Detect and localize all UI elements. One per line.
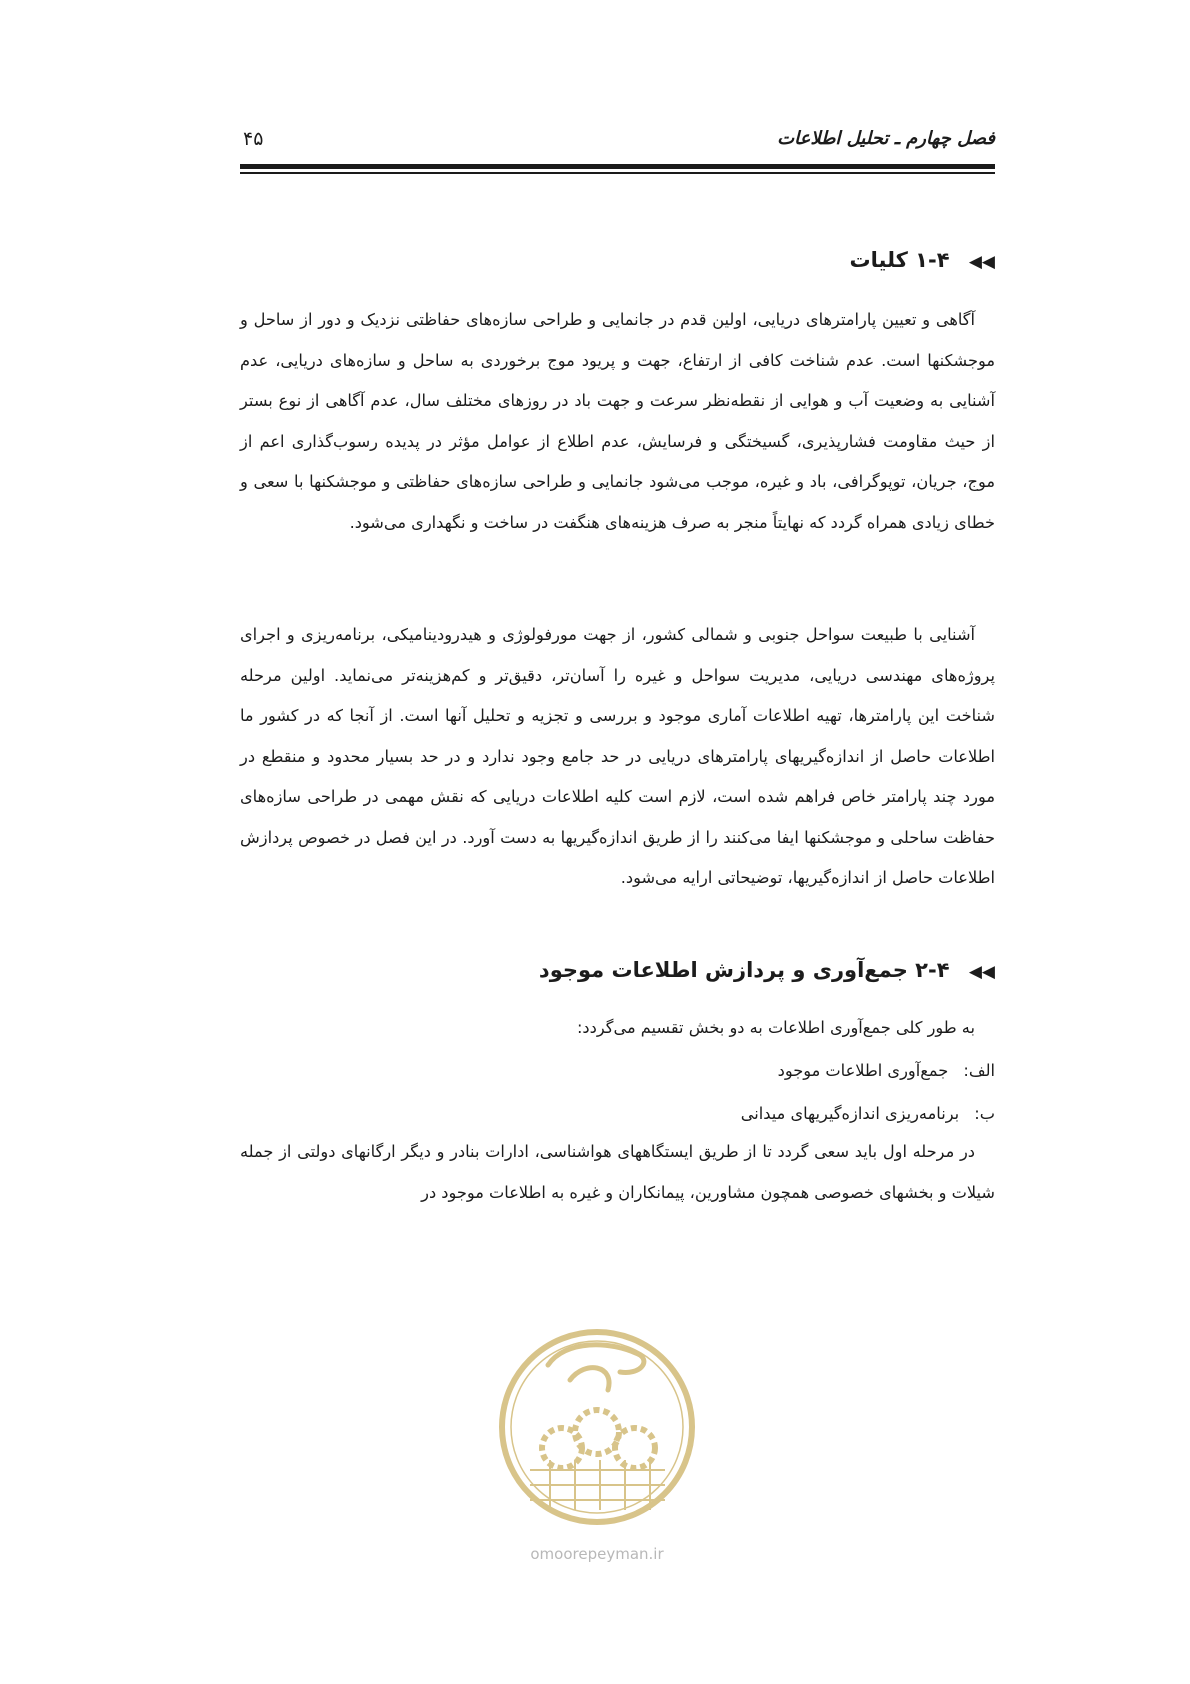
section-title: ۲-۴ جمع‌آوری و پردازش اطلاعات موجود [538, 958, 950, 982]
page-number: ۴۵ [243, 128, 264, 150]
watermark-logo-icon [490, 1320, 705, 1535]
watermark-url: omoorepeyman.ir [530, 1545, 664, 1563]
section-heading-data-collection [539, 958, 995, 982]
list-item-text: برنامه‌ریزی اندازه‌گیریهای میدانی [740, 1104, 960, 1123]
intro-line: به طور کلی جمع‌آوری اطلاعات به دو بخش تقسیم می‌گردد: [576, 1018, 975, 1037]
header-rule-thick [240, 164, 995, 169]
list-item-label: ب: [974, 1104, 995, 1123]
paragraph: آشنایی با طبیعت سواحل جنوبی و شمالی کشور، از جهت مورفولوژی و هیدرودینامیکی، برنامه‌ریزی و اجرای پروژه‌های مهندسی دریایی، مدیریت سواحل و غیره را آسان‌تر، دقیق‌تر و کم‌هزینه‌تر می‌نماید. اولین مرحله شناخت این پارامترها، تهیه اطلاعات آماری موجود و بررسی و تجزیه و تحلیل آنها است. از آنجا که در کشور ما اطلاعات حاصل از اندازه‌گیریهای پارامترهای دریایی در حد جامع وجود ندارد و در حد بسیار محدود و منقطع در مورد چند پارامتر خاص فراهم شده است، لازم است کلیه اطلاعات دریایی که نقش مهمی در طراحی سازه‌های حفاظت ساحلی و موجشکنها ایفا می‌کنند را از طریق اندازه‌گیریها به دست آورد. در این فصل در خصوص پردازش اطلاعات حاصل از اندازه‌گیریها، توضیحاتی ارایه می‌شود. [240, 625, 995, 887]
heading-bullet-icon: ◀◀ [968, 252, 995, 272]
header-rule-thin [240, 172, 995, 174]
paragraph: آگاهی و تعیین پارامترهای دریایی، اولین قدم در جانمایی و طراحی سازه‌های حفاظتی نزدیک و دور از ساحل و موجشکنها است. عدم شناخت کافی از ارتفاع، جهت و پریود موج برخوردی به ساحل و سازه‌های دریایی، عدم آشنایی به وضعیت آب و هوایی از نقطه‌نظر سرعت و جهت باد در روزهای مختلف سال، عدم آگاهی از نوع بستر از حیث مقاومت فشارپذیری، گسیختگی و فرسایش، عدم اطلاع از عوامل مؤثر در پدیده رسوب‌گذاری اعم از موج، جریان، توپوگرافی، باد و غیره، موجب می‌شود جانمایی و طراحی سازه‌های حفاظتی و موجشکنها با سعی و خطای زیادی همراه گردد که نهایتاً منجر به صرف هزینه‌های هنگفت در ساخت و نگهداری می‌شود. [240, 310, 995, 532]
chapter-title: فصل چهارم ـ تحلیل اطلاعات [777, 128, 995, 149]
list-item-label: الف: [963, 1061, 995, 1080]
list-item [778, 1061, 995, 1080]
paragraph: در مرحله اول باید سعی گردد تا از طریق ایستگاههای هواشناسی، ادارات بنادر و دیگر ارگانهای دولتی از جمله شیلات و بخشهای خصوصی همچون مشاورین، پیمانکاران و غیره به اطلاعات موجود در [240, 1142, 995, 1202]
list-item-text: جمع‌آوری اطلاعات موجود [777, 1061, 949, 1080]
watermark-logo-shapes [502, 1332, 692, 1522]
list-item [741, 1104, 995, 1123]
heading-bullet-icon: ◀◀ [968, 962, 995, 982]
section-title: ۱-۴ کلیات [849, 248, 950, 272]
section-heading-general [850, 248, 995, 272]
